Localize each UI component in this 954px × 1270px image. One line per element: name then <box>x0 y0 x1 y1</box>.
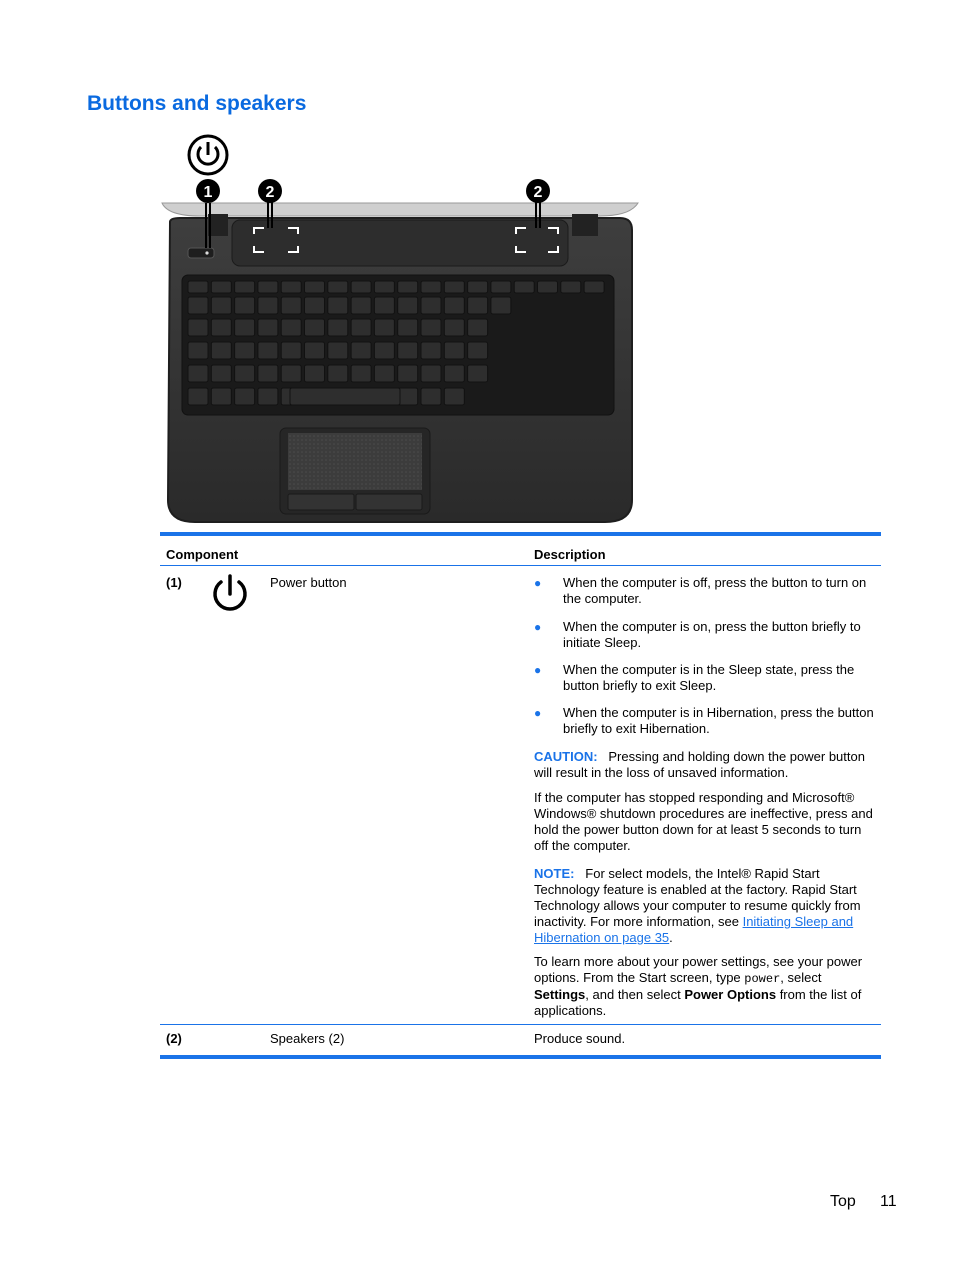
keyboard-key <box>444 319 464 336</box>
keyboard-key <box>398 365 418 382</box>
keyboard-key <box>351 342 371 359</box>
bullet-icon: ● <box>534 706 542 720</box>
keyboard-key <box>398 281 418 293</box>
note: NOTE: For select models, the Intel® Rapid Start Technology feature is enabled at the factory. Rapid Start Technology allows your computer to resume quickly from inactivity. For more information, see Initiating Sleep and Hibernation on page 35. <box>534 866 861 945</box>
keyboard-key <box>328 297 348 314</box>
caution-note <box>534 749 874 781</box>
table-row: (1) Power button ● When the computer is off, press the button to turn on the computer. ● When the computer is on, press the button briefly to initiate Sleep. ● When the computer is in the Sleep state, press the button briefly to exit Sleep. ● When the computer is in Hibernation, press the button briefly to exit Hibernation. CAUTION: Pressing and holding down the power button will result in the loss of unsaved information. If the computer has stopped responding and Microsoft® Windows® shutdown procedures are ineffective, press and hold the power button down for at least 5 seconds to turn off the computer. NOTE: For select models, the Intel® Rapid Start Technology feature is enabled at the factory. Rapid Start Technology allows your computer to resume quickly from inactivity. For more information, see Initiating Sleep and Hibernation on page 35. To learn more about your power settings, see your power options. From the Start screen, type power, select Settings, and then select Power Options from the list of applications. <box>160 566 881 1025</box>
keyboard-key <box>468 365 488 382</box>
keyboard-key <box>351 365 371 382</box>
keyboard-key <box>468 319 488 336</box>
svg-text:1: 1 <box>203 184 213 201</box>
keyboard-key <box>561 281 581 293</box>
callout-2-right <box>526 179 550 203</box>
keyboard-key <box>211 388 231 405</box>
callout-1 <box>196 179 220 203</box>
keyboard-key <box>188 281 208 293</box>
keyboard-key <box>584 281 604 293</box>
keyboard-key <box>538 281 558 293</box>
bullet-icon: ● <box>534 576 542 590</box>
component-name: Speakers (2) <box>270 1031 345 1046</box>
table-header <box>160 536 881 566</box>
keyboard-key <box>305 342 325 359</box>
keyboard-key <box>188 319 208 336</box>
header-description: Description <box>534 547 606 562</box>
keyboard-key <box>328 365 348 382</box>
keyboard-key <box>421 281 441 293</box>
page-number: 11 <box>880 1193 897 1210</box>
keyboard-key <box>468 342 488 359</box>
keyboard-key <box>211 281 231 293</box>
keyboard-key <box>374 281 394 293</box>
keyboard-key <box>398 388 418 405</box>
keyboard-key <box>468 297 488 314</box>
caution-label: CAUTION: <box>534 749 598 764</box>
keyboard-key <box>444 388 464 405</box>
component-description: Produce sound. <box>534 1031 626 1046</box>
keyboard-key <box>398 342 418 359</box>
keyboard-key <box>305 297 325 314</box>
table-row <box>160 1025 881 1055</box>
keyboard-key <box>258 342 278 359</box>
keyboard-key <box>211 342 231 359</box>
keyboard-key <box>258 388 278 405</box>
unresponsive-paragraph: If the computer has stopped responding and Microsoft® Windows® shutdown procedures are ineffective, press and hold the power button down for at least 5 seconds to turn off the computer. <box>534 790 873 853</box>
keyboard-key <box>444 342 464 359</box>
row-number: (1) <box>166 575 182 590</box>
settings-term: Settings <box>534 987 586 1002</box>
table-bottom-rule <box>160 1055 881 1059</box>
keyboard-key <box>421 319 441 336</box>
keyboard-key <box>351 297 371 314</box>
keyboard-key <box>281 342 301 359</box>
keyboard-key <box>235 281 255 293</box>
bullet-icon: ● <box>534 663 542 677</box>
keyboard-key <box>235 342 255 359</box>
keyboard-key <box>421 297 441 314</box>
keyboard-key <box>468 281 488 293</box>
keyboard-key <box>258 297 278 314</box>
keyboard-key <box>188 342 208 359</box>
row-number: (2) <box>166 1031 182 1046</box>
header-component: Component <box>166 547 239 562</box>
keyboard-key <box>188 388 208 405</box>
keyboard-key <box>211 365 231 382</box>
keyboard-key <box>281 319 301 336</box>
svg-text:2: 2 <box>533 184 543 201</box>
keyboard-key <box>491 297 511 314</box>
keyboard-key <box>374 297 394 314</box>
spacebar-key <box>290 388 400 405</box>
caution-text: Pressing and holding down the power button will result in the loss of unsaved information. <box>534 749 865 780</box>
keyboard-key <box>421 388 441 405</box>
svg-text:2: 2 <box>265 184 275 201</box>
keyboard-key <box>258 319 278 336</box>
code-power: power <box>744 972 781 986</box>
keyboard-key <box>374 365 394 382</box>
keyboard-key <box>211 319 231 336</box>
keyboard-key <box>328 319 348 336</box>
keyboard-key <box>235 388 255 405</box>
sleep-hibernation-link[interactable]: Initiating Sleep and Hibernation on page 35 <box>534 914 854 945</box>
keyboard-key <box>188 365 208 382</box>
keyboard-key <box>398 297 418 314</box>
keyboard-key <box>421 342 441 359</box>
note-label: NOTE: <box>534 866 575 881</box>
keyboard-key <box>188 297 208 314</box>
keyboard-key <box>258 365 278 382</box>
keyboard-key <box>374 342 394 359</box>
keyboard-key <box>444 281 464 293</box>
keyboard-key <box>491 281 511 293</box>
keyboard-key <box>351 281 371 293</box>
keyboard-key <box>398 319 418 336</box>
component-name: Power button <box>270 575 347 590</box>
power-icon <box>210 573 250 615</box>
keyboard-key <box>514 281 534 293</box>
power-icon-callout <box>189 136 227 174</box>
keyboard-key <box>305 365 325 382</box>
keyboard-key <box>351 319 371 336</box>
keyboard-key <box>305 281 325 293</box>
bullet-icon: ● <box>534 620 542 634</box>
keyboard-key <box>281 297 301 314</box>
laptop-top-view-illustration <box>160 130 640 525</box>
keyboard-key <box>235 319 255 336</box>
keyboard-key <box>444 365 464 382</box>
keyboard-key <box>235 365 255 382</box>
note-text: For select models, the Intel® Rapid Start Technology feature is enabled at the factory. Rapid Start Technology allows your computer to resume quickly from inactivity. For more information, see <box>534 866 861 929</box>
keyboard-key <box>211 297 231 314</box>
keyboard-key <box>281 281 301 293</box>
footer-section: Top <box>830 1193 856 1210</box>
power-settings-paragraph: To learn more about your power settings, see your power options. From the Start screen, type power, select Settings, and then select Power Options from the list of applications. <box>534 954 863 1018</box>
keyboard-key <box>235 297 255 314</box>
keyboard-key <box>305 319 325 336</box>
keyboard-key <box>444 297 464 314</box>
keyboard-key <box>374 319 394 336</box>
keyboard-key <box>281 365 301 382</box>
keyboard-key <box>421 365 441 382</box>
keyboard-key <box>258 281 278 293</box>
keyboard-key <box>328 281 348 293</box>
page-title: Buttons and speakers <box>87 92 307 115</box>
callout-2-left <box>258 179 282 203</box>
keyboard-key <box>328 342 348 359</box>
power-options-term: Power Options <box>684 987 777 1002</box>
component-table <box>160 532 881 1059</box>
